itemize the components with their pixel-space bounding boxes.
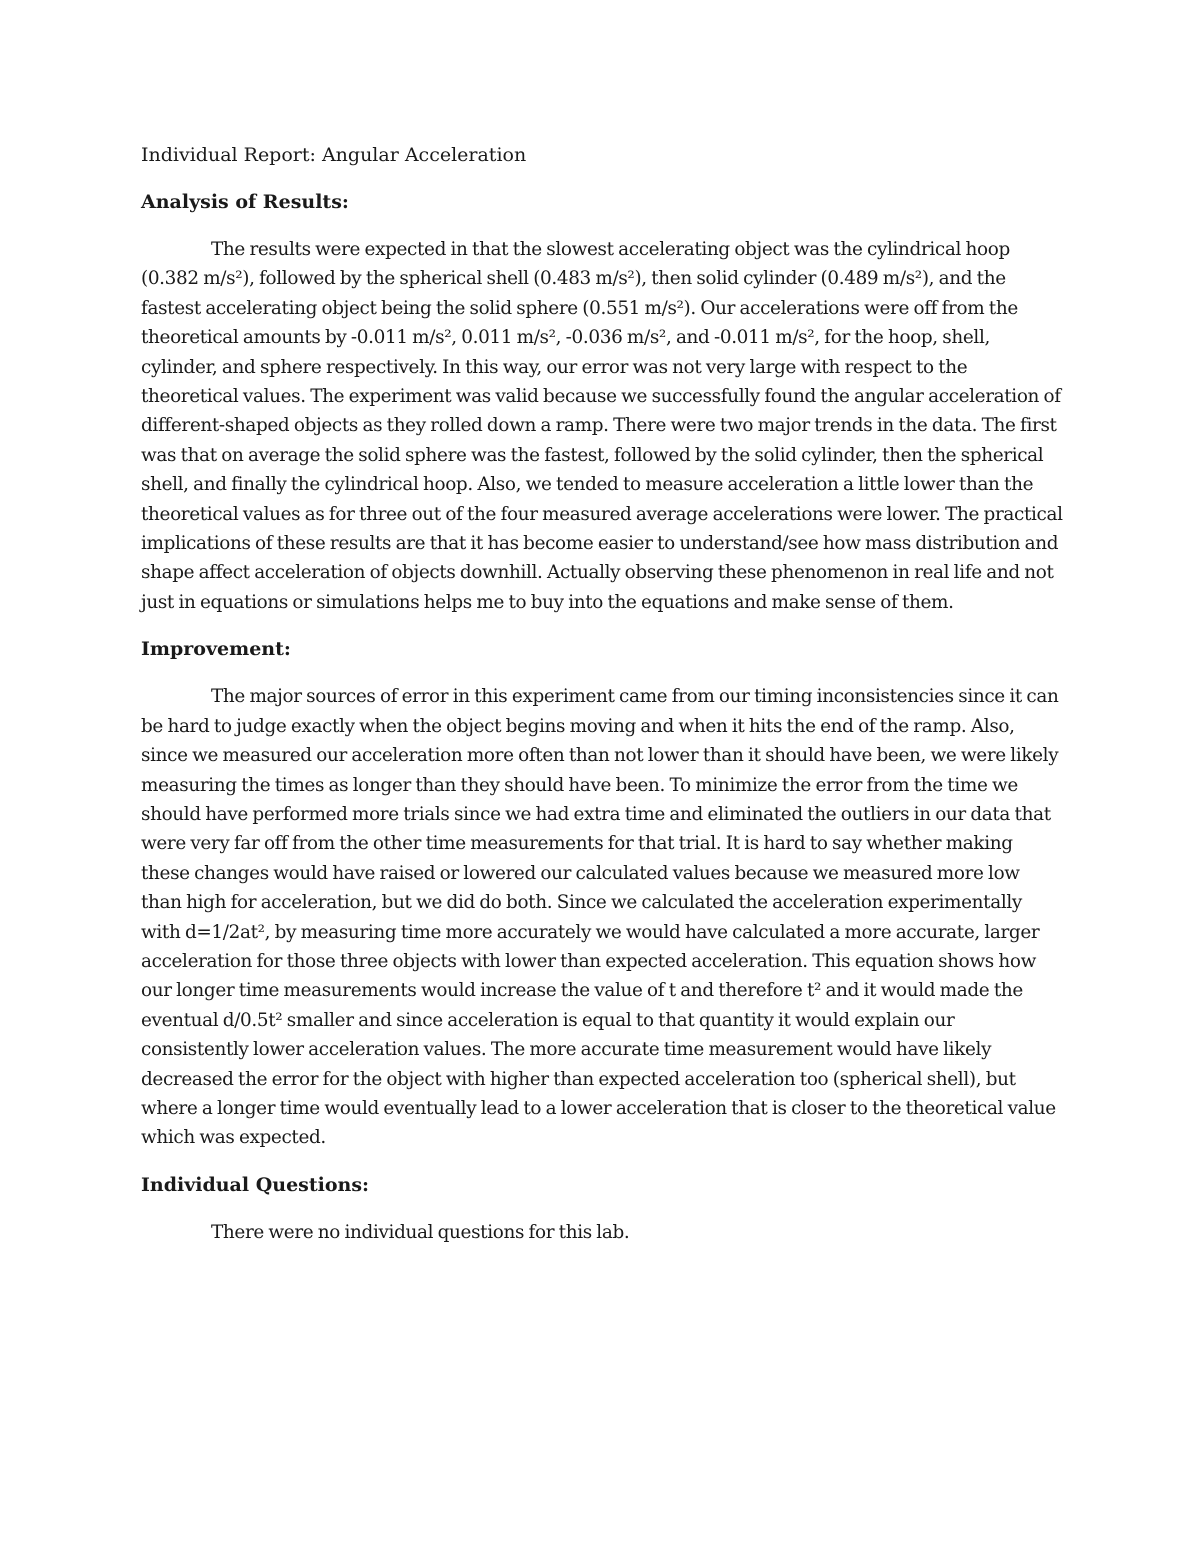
document-title: Individual Report: Angular Acceleration	[141, 144, 527, 166]
document-page	[141, 141, 1063, 1265]
section-heading-analysis: Analysis of Results:	[141, 191, 349, 213]
section-heading-individual-questions: Individual Questions:	[141, 1173, 370, 1196]
section-heading-improvement: Improvement:	[141, 638, 291, 661]
section-paragraph-analysis: The results were expected in that the slowest accelerating object was the cylindrical hoop (0.382 m/s²), followed by the spherical shell (0.483 m/s²), then solid cylinder (0.489 m/s²), and the fastest accelerating object being the solid sphere (0.551 m/s²). Our accelerations were off from the theoretical amounts by -0.011 m/s², 0.011 m/s², -0.036 m/s², and -0.011 m/s², for the hoop, shell, cylinder, and sphere respectively. In this way, our error was not very large with respect to the theoretical values. The experiment was valid because we successfully found the angular acceleration of different-shaped objects as they rolled down a ramp. There were two major trends in the data. The first was that on average the solid sphere was the fastest, followed by the solid cylinder, then the spherical shell, and finally the cylindrical hoop. Also, we tended to measure acceleration a little lower than the theoretical values as for three out of the four measured average accelerations were lower. The practical implications of these results are that it has become easier to understand/see how mass distribution and shape affect acceleration of objects downhill. Actually observing these phenomenon in real life and not just in equations or simulations helps me to buy into the equations and make sense of them.	[141, 239, 1063, 613]
section-paragraph-individual-questions: There were no individual questions for this lab.	[211, 1221, 630, 1243]
section-paragraph-improvement: The major sources of error in this experiment came from our timing inconsistencies since it can be hard to judge exactly when the object begins moving and when it hits the end of the ramp. Also, since we measured our acceleration more often than not lower than it should have been, we were likely measuring the times as longer than they should have been. To minimize the error from the time we should have performed more trials since we had extra time and eliminated the outliers in our data that were very far off from the other time measurements for that trial. It is hard to say whether making these changes would have raised or lowered our calculated values because we measured more low than high for acceleration, but we did do both. Since we calculated the acceleration experimentally with d=1/2at², by measuring time more accurately we would have calculated a more accurate, larger acceleration for those three objects with lower than expected acceleration. This equation shows how our longer time measurements would increase the value of t and therefore t² and it would made the eventual d/0.5t² smaller and since acceleration is equal to that quantity it would explain our consistently lower acceleration values. The more accurate time measurement would have likely decreased the error for the object with higher than expected acceleration too (spherical shell), but where a longer time would eventually lead to a lower acceleration that is closer to the theoretical value which was expected.	[141, 686, 1059, 1149]
